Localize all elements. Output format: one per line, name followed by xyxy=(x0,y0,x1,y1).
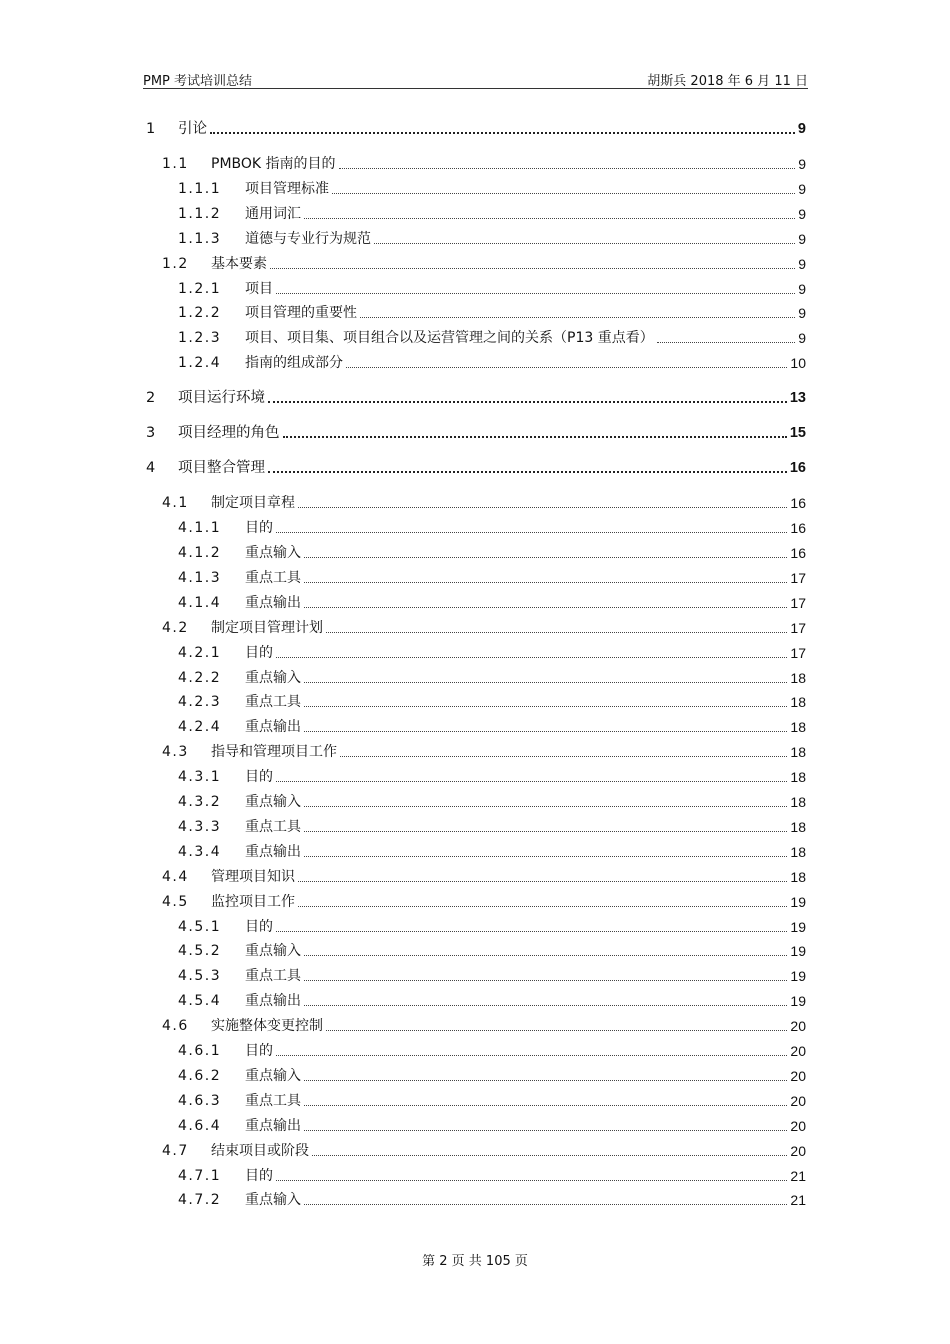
toc-entry-page: 20 xyxy=(790,1092,806,1109)
toc-entry-title: 目的 xyxy=(245,644,273,661)
toc-entry[interactable] xyxy=(178,692,806,712)
toc-entry-number: 3 xyxy=(146,425,157,442)
toc-leader-dots xyxy=(304,1005,787,1006)
toc-leader-dots xyxy=(340,756,787,757)
toc-entry-number: 4.1.1 xyxy=(178,520,222,537)
toc-entry-title: 重点输出 xyxy=(245,594,301,611)
toc-entry-title: 制定项目章程 xyxy=(211,495,295,512)
toc-entry-page: 17 xyxy=(790,619,806,636)
toc-entry[interactable] xyxy=(178,767,806,787)
toc-entry-number: 1.2.2 xyxy=(178,305,222,322)
toc-entry-page: 16 xyxy=(790,495,806,512)
toc-entry-title: 项目、项目集、项目组合以及运营管理之间的关系（P13 重点看） xyxy=(245,330,654,347)
toc-leader-dots xyxy=(276,781,787,782)
toc-entry-number: 1 xyxy=(146,121,157,137)
toc-entry-title: 重点输出 xyxy=(245,843,301,860)
toc-entry-page: 9 xyxy=(798,180,806,197)
toc-entry[interactable] xyxy=(178,353,806,373)
toc-entry-title: 项目管理标准 xyxy=(245,180,329,197)
toc-entry-page: 18 xyxy=(790,769,806,786)
toc-entry-number: 4.5.3 xyxy=(178,968,222,985)
toc-entry-title: 项目整合管理 xyxy=(178,460,265,477)
toc-entry-page: 19 xyxy=(790,968,806,985)
toc-entry-title: 重点工具 xyxy=(245,1092,301,1109)
toc-entry[interactable] xyxy=(178,543,806,563)
toc-entry-page: 18 xyxy=(790,818,806,835)
toc-entry-page: 21 xyxy=(790,1192,806,1209)
toc-leader-dots xyxy=(304,1105,787,1106)
toc-leader-dots xyxy=(270,268,795,269)
toc-entry-title: 项目经理的角色 xyxy=(178,425,280,442)
toc-entry-title: 目的 xyxy=(245,1167,273,1184)
toc-entry[interactable] xyxy=(178,1066,806,1086)
toc-leader-dots xyxy=(276,931,787,932)
toc-entry-number: 4.6.2 xyxy=(178,1067,222,1084)
toc-entry-number: 4.7.1 xyxy=(178,1167,222,1184)
toc-entry-page: 18 xyxy=(790,694,806,711)
toc-entry-title: 实施整体变更控制 xyxy=(211,1018,323,1035)
toc-entry-page: 20 xyxy=(790,1018,806,1035)
toc-entry-number: 4.5.1 xyxy=(178,918,222,935)
toc-leader-dots xyxy=(304,731,787,732)
toc-entry-page: 13 xyxy=(789,390,806,407)
toc-entry-number: 4.6.1 xyxy=(178,1043,222,1059)
toc-entry-title: 目的 xyxy=(245,918,273,935)
toc-entry-number: 4.7.2 xyxy=(178,1192,222,1209)
page-header xyxy=(143,70,808,89)
toc-entry-number: 4.5.4 xyxy=(178,993,222,1010)
toc-leader-dots xyxy=(374,243,795,244)
toc-entry-number: 4 xyxy=(146,460,157,477)
toc-entry-page: 19 xyxy=(790,943,806,960)
toc-entry-title: 目的 xyxy=(245,1043,273,1059)
toc-entry-page: 20 xyxy=(790,1067,806,1084)
toc-leader-dots xyxy=(326,1030,787,1031)
toc-entry[interactable] xyxy=(178,941,806,961)
toc-entry-page: 19 xyxy=(790,893,806,910)
toc-entry-title: 制定项目管理计划 xyxy=(211,619,323,636)
toc-entry-number: 1.1 xyxy=(162,156,189,172)
toc-entry[interactable] xyxy=(178,1116,806,1136)
toc-entry[interactable] xyxy=(178,817,806,837)
toc-entry[interactable] xyxy=(178,303,806,323)
toc-leader-dots xyxy=(339,168,796,169)
toc-entry[interactable] xyxy=(162,1016,806,1036)
toc-entry[interactable] xyxy=(146,388,806,408)
toc-entry-title: PMBOK 指南的目的 xyxy=(211,156,336,172)
toc-entry[interactable] xyxy=(178,328,806,348)
toc-entry[interactable] xyxy=(178,1166,806,1186)
toc-entry-page: 18 xyxy=(790,794,806,810)
toc-entry-number: 4.2.1 xyxy=(178,644,222,661)
toc-entry-title: 重点输入 xyxy=(245,545,301,561)
toc-entry-title: 项目运行环境 xyxy=(178,390,265,407)
toc-entry[interactable] xyxy=(178,1041,806,1061)
toc-entry-number: 4.3.1 xyxy=(178,769,222,786)
toc-entry[interactable] xyxy=(178,229,806,249)
toc-entry-number: 4.2.2 xyxy=(178,669,222,686)
toc-leader-dots xyxy=(304,980,787,981)
toc-entry-page: 17 xyxy=(790,569,806,586)
toc-entry-title: 目的 xyxy=(245,520,273,537)
toc-leader-dots xyxy=(276,1055,787,1056)
toc-leader-dots xyxy=(304,557,787,558)
toc-entry-number: 1.1.1 xyxy=(178,180,222,197)
toc-entry[interactable] xyxy=(178,842,806,862)
toc-entry-number: 4.2 xyxy=(162,619,189,636)
toc-entry-title: 结束项目或阶段 xyxy=(211,1142,309,1159)
toc-entry-title: 重点输出 xyxy=(245,719,301,736)
toc-entry-number: 1.2.4 xyxy=(178,355,222,372)
toc-entry-number: 4.6 xyxy=(162,1018,189,1035)
toc-entry[interactable] xyxy=(178,204,806,224)
toc-entry-title: 重点输出 xyxy=(245,1117,301,1134)
toc-leader-dots xyxy=(304,218,795,219)
toc-leader-dots xyxy=(657,342,795,343)
toc-entry[interactable] xyxy=(162,618,806,638)
toc-leader-dots xyxy=(304,955,787,956)
toc-entry-page: 9 xyxy=(797,121,806,137)
toc-entry[interactable] xyxy=(178,279,806,299)
toc-entry-number: 4.1.2 xyxy=(178,545,222,561)
toc-entry[interactable] xyxy=(178,593,806,613)
toc-leader-dots xyxy=(276,532,787,533)
toc-entry-title: 目的 xyxy=(245,769,273,786)
toc-entry-title: 指导和管理项目工作 xyxy=(211,744,337,761)
toc-entry-title: 指南的组成部分 xyxy=(245,355,343,372)
toc-entry-number: 4.3.2 xyxy=(178,794,222,810)
toc-entry-page: 19 xyxy=(790,918,806,935)
toc-entry-title: 通用词汇 xyxy=(245,205,301,222)
toc-entry-page: 15 xyxy=(789,425,806,442)
toc-entry-number: 1.1.3 xyxy=(178,230,222,247)
toc-entry-number: 4.6.3 xyxy=(178,1092,222,1109)
toc-entry[interactable] xyxy=(178,966,806,986)
toc-entry-page: 10 xyxy=(790,355,806,372)
toc-leader-dots xyxy=(326,632,787,633)
toc-entry-page: 18 xyxy=(790,868,806,885)
toc-leader-dots xyxy=(298,881,787,882)
toc-leader-dots xyxy=(332,193,795,194)
toc-entry-title: 重点输入 xyxy=(245,794,301,810)
toc-leader-dots xyxy=(298,507,787,508)
toc-entry-page: 9 xyxy=(798,230,806,247)
toc-leader-dots xyxy=(304,1080,787,1081)
toc-entry-number: 2 xyxy=(146,390,157,407)
toc-entry-page: 18 xyxy=(790,669,806,686)
toc-entry-number: 4.3.3 xyxy=(178,818,222,835)
toc-entry[interactable] xyxy=(178,668,806,688)
toc-entry[interactable] xyxy=(178,991,806,1011)
toc-entry-number: 4.2.3 xyxy=(178,694,222,711)
toc-entry-number: 4.4 xyxy=(162,868,189,885)
toc-entry-page: 18 xyxy=(790,843,806,860)
toc-entry-page: 9 xyxy=(798,205,806,222)
toc-entry-page: 20 xyxy=(790,1142,806,1159)
toc-leader-dots xyxy=(304,831,787,832)
toc-entry-title: 重点输入 xyxy=(245,1067,301,1084)
toc-entry-number: 1.1.2 xyxy=(178,205,222,222)
toc-leader-dots xyxy=(283,436,787,438)
toc-entry-page: 21 xyxy=(790,1167,806,1184)
toc-leader-dots xyxy=(304,806,787,807)
toc-leader-dots xyxy=(210,132,795,134)
toc-leader-dots xyxy=(304,1204,787,1205)
toc-leader-dots xyxy=(346,367,787,368)
toc-leader-dots xyxy=(304,582,787,583)
toc-leader-dots xyxy=(276,293,795,294)
toc-entry-page: 9 xyxy=(798,305,806,322)
toc-leader-dots xyxy=(360,317,795,318)
toc-entry-number: 4.1.4 xyxy=(178,594,222,611)
toc-entry-page: 9 xyxy=(798,156,806,172)
toc-entry-page: 20 xyxy=(790,1043,806,1059)
header-author-date: 胡斯兵 2018 年 6 月 11 日 xyxy=(647,74,808,89)
toc-leader-dots xyxy=(312,1155,787,1156)
toc-entry-number: 4.3 xyxy=(162,744,189,761)
toc-entry[interactable] xyxy=(162,1141,806,1161)
toc-entry-number: 1.2.1 xyxy=(178,280,222,297)
toc-entry[interactable] xyxy=(146,458,806,478)
toc-entry[interactable] xyxy=(178,1091,806,1111)
toc-entry[interactable] xyxy=(178,518,806,538)
toc-entry-page: 16 xyxy=(789,460,806,477)
toc-entry[interactable] xyxy=(178,792,806,812)
toc-leader-dots xyxy=(304,1130,787,1131)
toc-leader-dots xyxy=(268,401,787,403)
toc-entry-number: 4.3.4 xyxy=(178,843,222,860)
toc-leader-dots xyxy=(276,657,787,658)
toc-entry-number: 4.2.4 xyxy=(178,719,222,736)
toc-leader-dots xyxy=(304,607,787,608)
toc-entry-page: 9 xyxy=(798,280,806,297)
toc-entry-title: 监控项目工作 xyxy=(211,893,295,910)
page-footer: 第 2 页 共 105 页 xyxy=(422,1254,528,1269)
toc-entry-number: 1.2.3 xyxy=(178,330,222,347)
toc-entry-number: 4.6.4 xyxy=(178,1117,222,1134)
toc-entry[interactable] xyxy=(162,254,806,274)
header-doc-title: PMP 考试培训总结 xyxy=(143,74,253,89)
toc-entry[interactable] xyxy=(162,742,806,762)
toc-leader-dots xyxy=(276,1180,787,1181)
toc-entry-page: 9 xyxy=(798,255,806,272)
toc-entry-page: 17 xyxy=(790,644,806,661)
toc-leader-dots xyxy=(304,706,787,707)
toc-entry-page: 16 xyxy=(790,545,806,561)
toc-entry-title: 重点工具 xyxy=(245,818,301,835)
toc-entry-title: 重点输入 xyxy=(245,1192,301,1209)
toc-entry-title: 重点工具 xyxy=(245,694,301,711)
toc-entry-page: 19 xyxy=(790,993,806,1010)
toc-entry-title: 重点输入 xyxy=(245,669,301,686)
toc-entry-number: 1.2 xyxy=(162,255,189,272)
toc-entry-number: 4.5.2 xyxy=(178,943,222,960)
toc-entry[interactable] xyxy=(178,917,806,937)
toc-entry[interactable] xyxy=(178,717,806,737)
toc-entry-title: 重点输入 xyxy=(245,943,301,960)
toc-entry[interactable] xyxy=(178,568,806,588)
toc-entry-title: 基本要素 xyxy=(211,255,267,272)
toc-entry[interactable] xyxy=(162,493,806,513)
toc-entry-title: 重点工具 xyxy=(245,968,301,985)
toc-entry-title: 引论 xyxy=(178,121,207,137)
toc-entry[interactable] xyxy=(178,179,806,199)
toc-entry-title: 项目 xyxy=(245,280,273,297)
toc-entry-title: 项目管理的重要性 xyxy=(245,305,357,322)
toc-entry[interactable] xyxy=(146,119,806,139)
toc-entry-title: 重点输出 xyxy=(245,993,301,1010)
toc-entry-page: 20 xyxy=(790,1117,806,1134)
toc-entry-number: 4.1.3 xyxy=(178,569,222,586)
toc-entry[interactable] xyxy=(178,1190,806,1210)
toc-entry-title: 道德与专业行为规范 xyxy=(245,230,371,247)
toc-entry[interactable] xyxy=(178,643,806,663)
toc-entry-title: 管理项目知识 xyxy=(211,868,295,885)
toc-entry[interactable] xyxy=(162,154,806,174)
toc-entry-number: 4.7 xyxy=(162,1142,189,1159)
toc-entry[interactable] xyxy=(162,867,806,887)
toc-entry-page: 9 xyxy=(798,330,806,347)
toc-leader-dots xyxy=(268,471,787,473)
toc-entry[interactable] xyxy=(146,423,806,443)
toc-entry-title: 重点工具 xyxy=(245,569,301,586)
toc-entry-number: 4.5 xyxy=(162,893,189,910)
toc-entry-page: 16 xyxy=(790,520,806,537)
toc-entry-page: 18 xyxy=(790,719,806,736)
toc-entry-page: 17 xyxy=(790,594,806,611)
toc-leader-dots xyxy=(304,682,787,683)
toc-entry[interactable] xyxy=(162,892,806,912)
toc-leader-dots xyxy=(298,906,787,907)
toc-entry-number: 4.1 xyxy=(162,495,189,512)
toc-entry-page: 18 xyxy=(790,744,806,761)
toc-leader-dots xyxy=(304,856,787,857)
